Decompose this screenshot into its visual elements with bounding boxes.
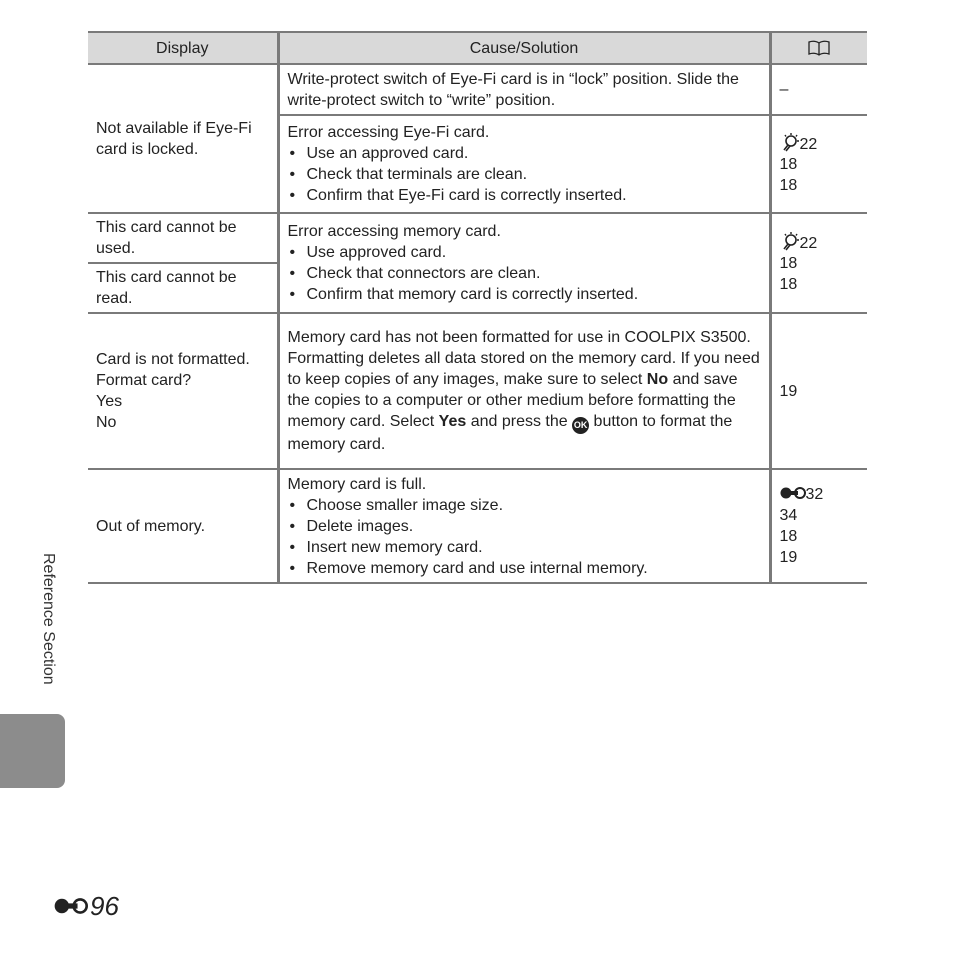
tip-icon [780, 133, 800, 153]
list-item: • Confirm that Eye-Fi card is correctly inserted. [288, 185, 761, 206]
solution-cell [278, 115, 770, 213]
list-item: • Confirm that memory card is correctly inserted. [288, 284, 761, 305]
reference-page: 18 [779, 528, 798, 545]
solution-intro: Memory card is full. [287, 475, 427, 493]
header-display: Display [88, 32, 278, 64]
tip-icon [780, 232, 800, 252]
reference-page: 34 [779, 507, 798, 524]
reference-cell [770, 115, 867, 213]
reference-section-icon [54, 895, 88, 917]
option-no: No [646, 371, 669, 388]
ok-button-icon: OK [572, 417, 589, 434]
reference-section-icon [780, 485, 806, 501]
reference-page: 32 [805, 486, 824, 503]
solution-list [288, 495, 761, 579]
solution-cell: Write-protect switch of Eye-Fi card is in “lock” position. Slide the write-protect switch to “write” position. [278, 64, 770, 115]
solution-list [288, 143, 761, 206]
reference-cell [770, 213, 867, 313]
header-cause-solution: Cause/Solution [278, 32, 770, 64]
display-line: Format card? [96, 372, 192, 389]
reference-page: 18 [779, 155, 798, 173]
error-message-table [88, 31, 867, 584]
table-row [88, 313, 867, 469]
table-row [88, 64, 867, 115]
display-cell: This card cannot be read. [88, 263, 278, 313]
list-item: • Check that connectors are clean. [288, 263, 761, 284]
solution-cell [278, 313, 770, 469]
reference-cell [770, 469, 867, 583]
display-cell: Not available if Eye-Fi card is locked. [88, 64, 278, 213]
list-item: • Remove memory card and use internal memory. [288, 558, 761, 579]
solution-intro: Error accessing Eye-Fi card. [287, 124, 490, 141]
display-line: Card is not formatted. [96, 351, 250, 368]
display-line: No [96, 414, 117, 431]
list-item: • Insert new memory card. [288, 537, 761, 558]
list-item: • Choose smaller image size. [288, 495, 761, 516]
page-number [54, 890, 119, 922]
list-item: • Check that terminals are clean. [288, 164, 761, 185]
list-item: • Use approved card. [288, 242, 761, 263]
list-item: • Use an approved card. [288, 143, 761, 164]
reference-page: 18 [779, 254, 798, 272]
display-cell: Out of memory. [88, 469, 278, 583]
reference-page: 18 [779, 275, 798, 293]
reference-page: 19 [779, 549, 798, 566]
section-tab [0, 714, 65, 788]
reference-page: 22 [799, 135, 818, 153]
solution-intro: Error accessing memory card. [287, 223, 501, 240]
solution-cell [278, 469, 770, 583]
reference-page: 18 [779, 176, 798, 194]
section-label: Reference Section [40, 553, 57, 685]
header-reference [770, 32, 867, 64]
reference-cell: – [770, 64, 867, 115]
solution-list [288, 242, 761, 305]
table-row [88, 213, 867, 263]
reference-cell: 19 [770, 313, 867, 469]
display-cell [88, 313, 278, 469]
option-yes: Yes [438, 413, 467, 430]
display-line: Yes [96, 393, 123, 410]
book-icon [807, 40, 831, 56]
solution-paragraph: Formatting deletes all data stored on the memory card. If you need to keep copies of any images, make sure to select No and save the copies to a computer or other medium before formatting the memory card. Select Yes and press the OK button to format the memory card. [287, 350, 760, 453]
table-header-row [88, 32, 867, 64]
display-cell: This card cannot be used. [88, 213, 278, 263]
table-row [88, 469, 867, 583]
solution-cell [278, 213, 770, 313]
reference-page: 22 [799, 234, 818, 252]
page-number-text: 96 [90, 890, 119, 921]
list-item: • Delete images. [288, 516, 761, 537]
solution-paragraph: Memory card has not been formatted for use in COOLPIX S3500. [287, 329, 751, 346]
